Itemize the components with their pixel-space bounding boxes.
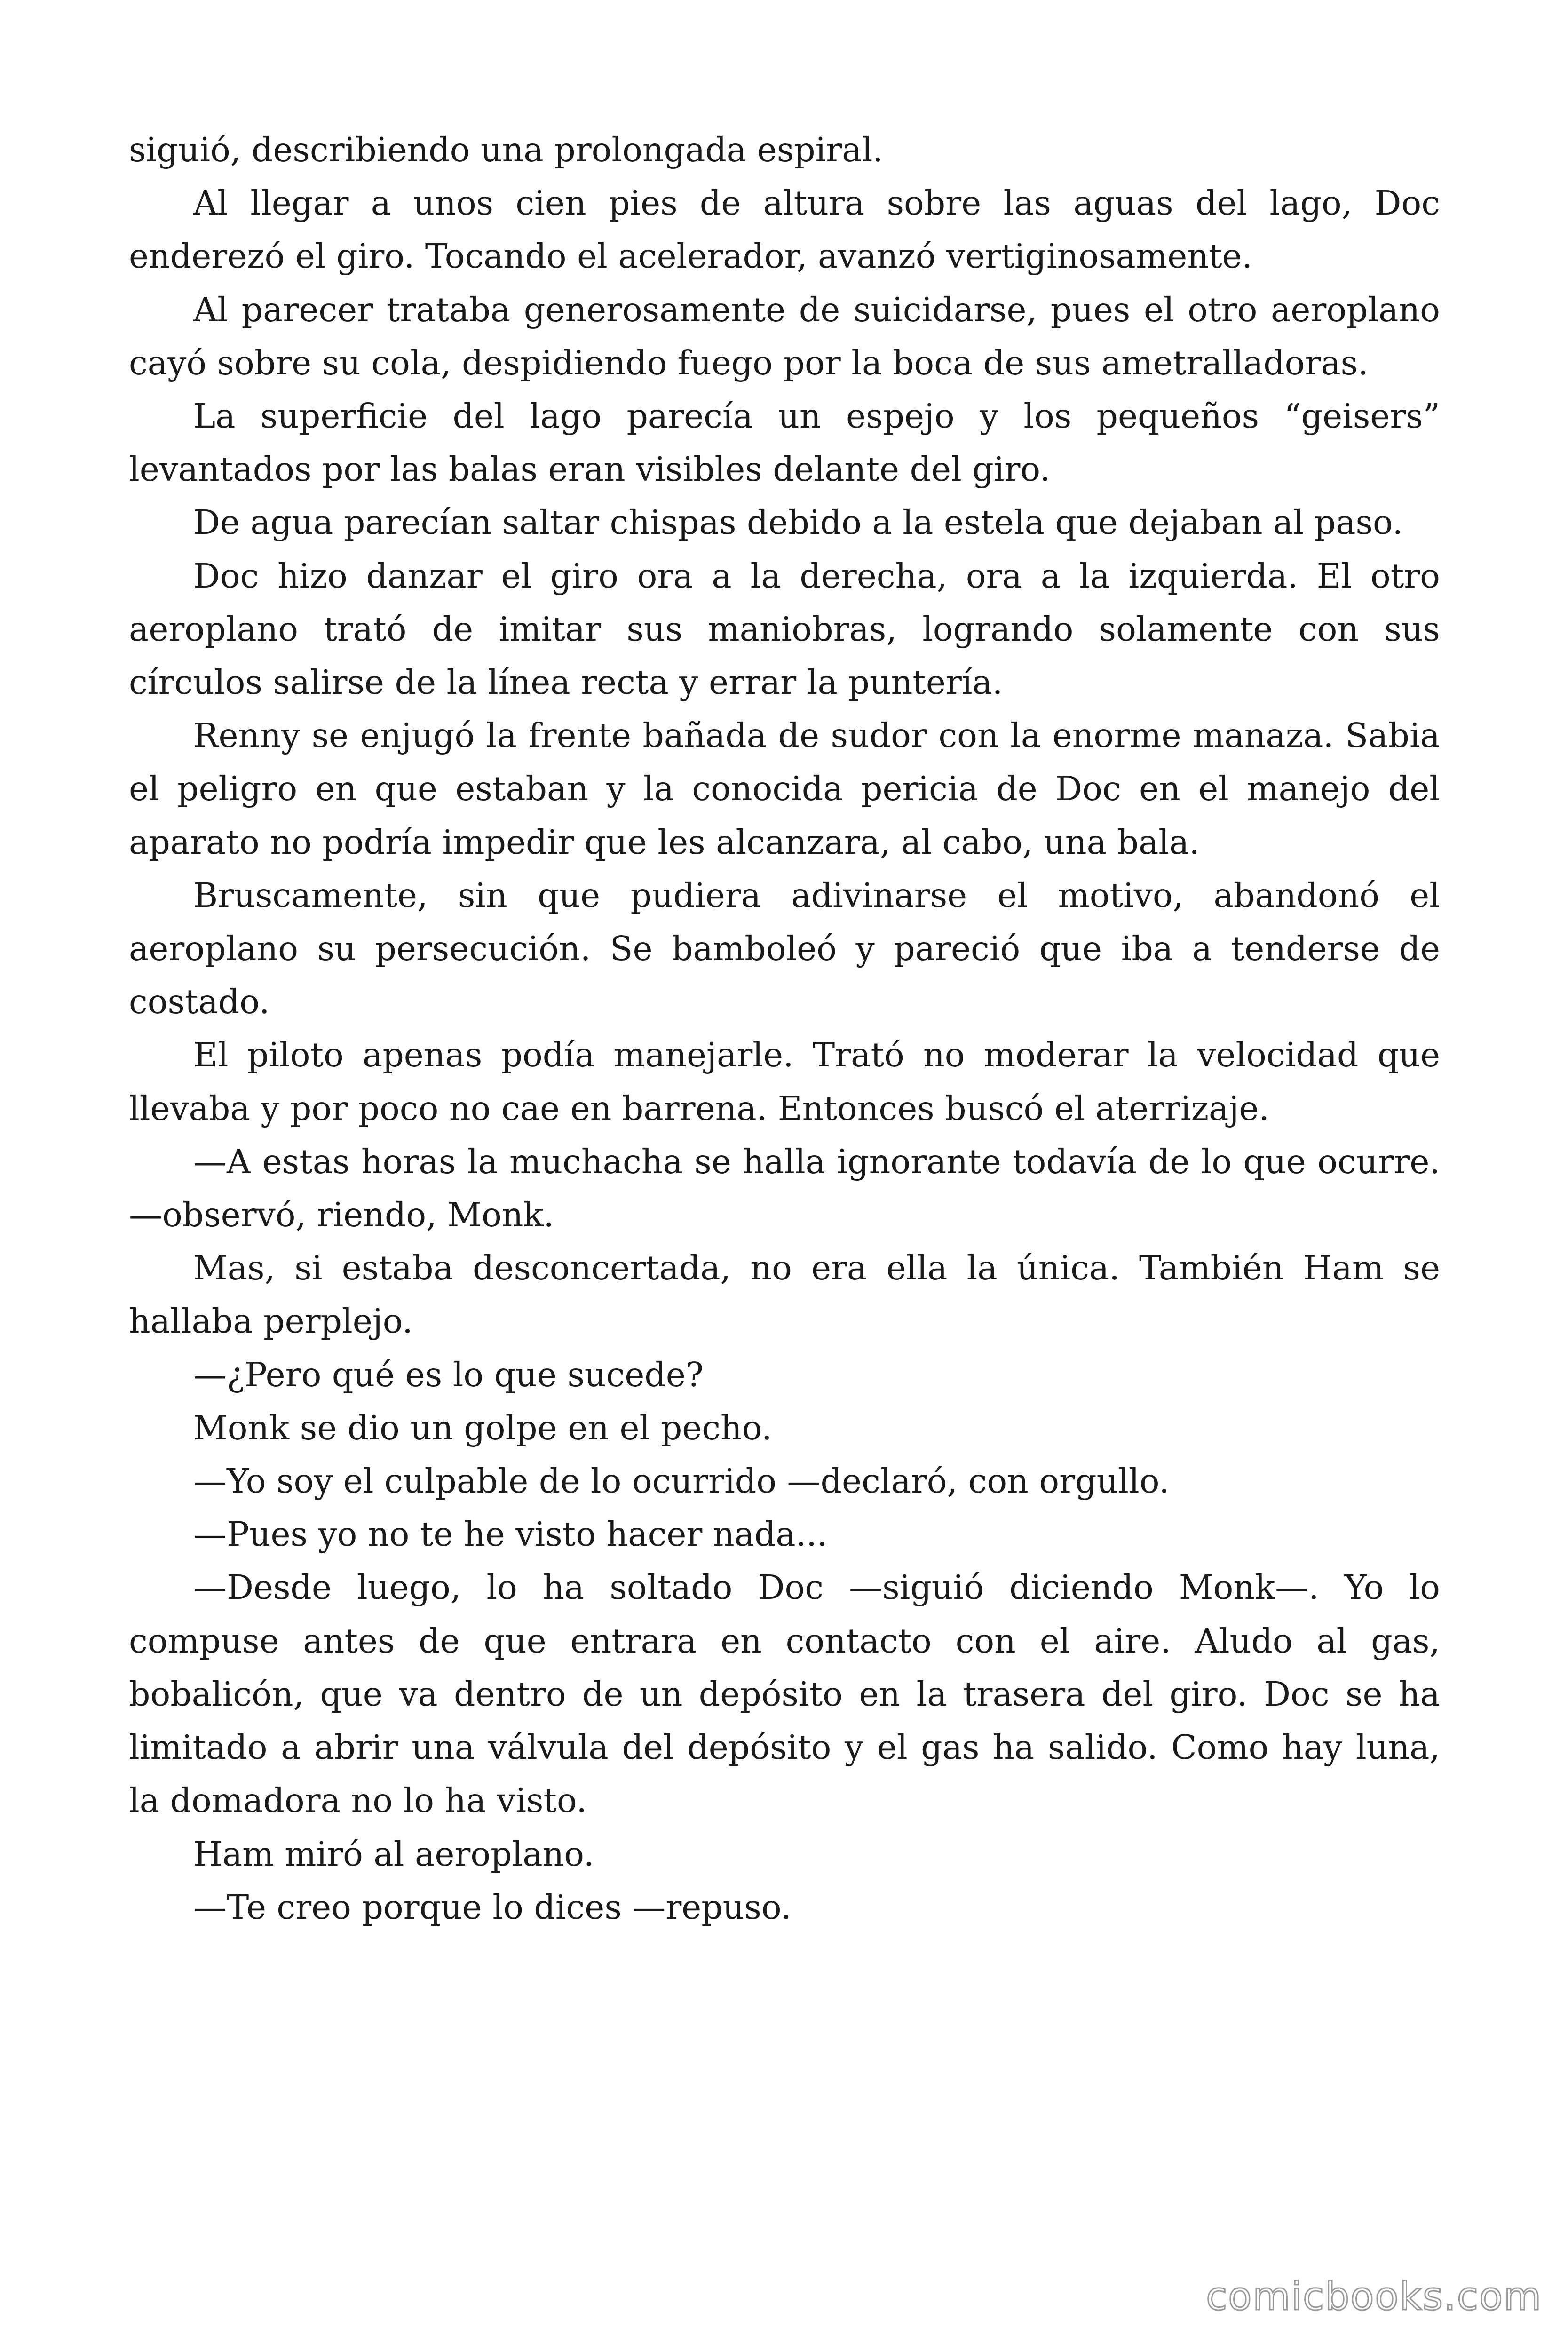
paragraph: Al parecer trataba generosamente de suicidarse, pues el otro aeroplano cayó sobre su cola, despidiendo fuego por la boca de sus ametralladoras.: [129, 290, 1440, 382]
paragraph: Monk se dio un golpe en el pecho.: [193, 1408, 772, 1447]
paragraph: De agua parecían saltar chispas debido a la estela que dejaban al paso.: [193, 503, 1403, 542]
dialogue-paragraph: —A estas horas la muchacha se halla ignorante todavía de lo que ocurre. —observó, riendo, Monk.: [129, 1142, 1440, 1235]
paragraph: Bruscamente, sin que pudiera adivinarse el motivo, abandonó el aeroplano su persecución. Se bamboleó y pareció que iba a tenderse de costado.: [129, 875, 1440, 1022]
dialogue-paragraph: —Desde luego, lo ha soltado Doc —siguió diciendo Monk—. Yo lo compuse antes de que entrara en contacto con el aire. Aludo al gas, bobalicón, que va dentro de un depósito en la trasera del giro. Doc se ha limitado a abrir una válvula del depósito y el gas ha salido. Como hay luna, la domadora no lo ha visto.: [129, 1568, 1440, 1820]
dialogue-paragraph: —Pues yo no te he visto hacer nada...: [193, 1515, 828, 1554]
dialogue-paragraph: —Te creo porque lo dices —repuso.: [193, 1887, 792, 1927]
paragraph: El piloto apenas podía manejarle. Trató no moderar la velocidad que llevaba y por poco no cae en barrena. Entonces buscó el aterrizaje.: [129, 1035, 1440, 1128]
dialogue-paragraph: —Yo soy el culpable de lo ocurrido —declaró, con orgullo.: [193, 1462, 1170, 1501]
paragraph: Mas, si estaba desconcertada, no era ella la única. También Ham se hallaba perplejo.: [129, 1248, 1440, 1341]
paragraph: Doc hizo danzar el giro ora a la derecha, ora a la izquierda. El otro aeroplano trató de imitar sus maniobras, logrando solamente con sus círculos salirse de la línea recta y errar la puntería.: [129, 556, 1440, 702]
paragraph: La superficie del lago parecía un espejo y los pequeños “geisers” levantados por las balas eran visibles delante del giro.: [129, 397, 1440, 489]
paragraph: Al llegar a unos cien pies de altura sobre las aguas del lago, Doc enderezó el giro. Tocando el acelerador, avanzó vertiginosamente.: [129, 183, 1440, 276]
paragraph-continuation: siguió, describiendo una prolongada espiral.: [129, 130, 883, 169]
paragraph: Renny se enjugó la frente bañada de sudor con la enorme manaza. Sabia el peligro en que estaban y la conocida pericia de Doc en el manejo del aparato no podría impedir que les alcanzara, al cabo, una bala.: [129, 716, 1440, 862]
book-page-text: [129, 123, 1440, 1934]
dialogue-paragraph: —¿Pero qué es lo que sucede?: [193, 1355, 704, 1394]
paragraph: Ham miró al aeroplano.: [193, 1834, 594, 1874]
watermark: comicbooks.com: [1206, 2274, 1542, 2319]
